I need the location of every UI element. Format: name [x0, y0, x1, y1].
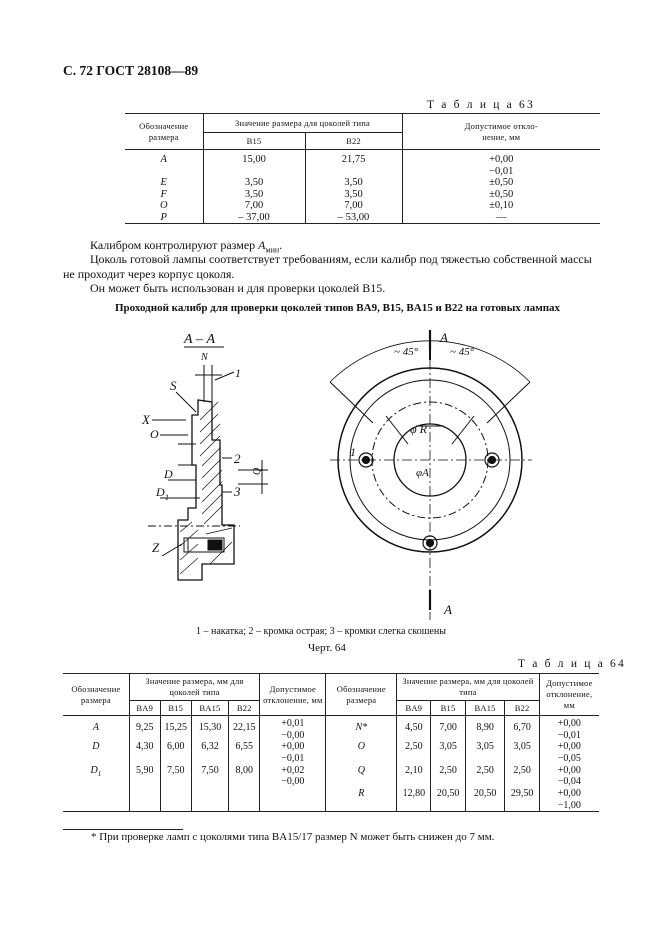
label-phiA: φA [416, 467, 429, 479]
t64-cell-value: 7,50 [191, 765, 229, 789]
t64-tol-line1: +0,02 [281, 764, 305, 776]
t63-row [125, 189, 600, 201]
t64-cell-designation [63, 716, 129, 742]
t64-cell-value: 20,50 [431, 788, 465, 812]
t64-designation-text: O [357, 741, 365, 752]
t63-tol-line1: ±0,50 [489, 188, 514, 200]
t64-cell-value: 6,32 [191, 741, 229, 765]
t64-cell-designation [326, 741, 397, 765]
t64-tol-line1: +0,01 [281, 718, 305, 729]
t64-cell-value: 5,90 [129, 765, 160, 789]
t63-cell-designation: P [125, 212, 203, 224]
label-O: O [150, 427, 159, 441]
t64-cell-designation [63, 765, 129, 789]
t64-row [63, 765, 599, 789]
t63-cell-b15: – 37,00 [203, 212, 305, 224]
t63-cell-tolerance [402, 189, 600, 201]
t63-cell-b15: 3,50 [203, 177, 305, 189]
t64-tol-line1: +0,00 [281, 741, 305, 752]
t64-cell-value: 4,50 [397, 716, 431, 742]
t64-cell-value: 3,05 [505, 741, 539, 765]
t64-designation-sub: 1 [97, 769, 102, 778]
table-63-caption: Т а б л и ц а 63 [427, 99, 535, 111]
t64-tol-line2: −0,00 [281, 729, 305, 741]
label-Z: Z [152, 540, 160, 555]
t64-body [63, 716, 599, 812]
t64-tol-line1: +0,00 [557, 718, 581, 729]
t64-cell-tolerance [260, 741, 326, 765]
t63-tol-line1: ±0,50 [489, 177, 514, 188]
t63-cell-b22: – 53,00 [305, 212, 402, 224]
p1-var: A [258, 238, 266, 252]
t63-cell-b15: 3,50 [203, 189, 305, 201]
label-Q: Q [252, 467, 263, 475]
t64-tol-line2: −0,05 [557, 752, 581, 764]
cut-label-top: A [440, 330, 448, 345]
t64-cell-value: 15,30 [191, 716, 229, 742]
t63-col-tolerance: Допустимое откло-нение, мм [402, 114, 600, 150]
t64-cell-value: 12,80 [397, 788, 431, 812]
t64-tol-line2: −1,00 [557, 799, 581, 811]
t63-cell-b15: 7,00 [203, 200, 305, 212]
t64-cell-value: 2,50 [431, 765, 465, 789]
label-3: 3 [234, 484, 241, 499]
paragraph-2: Цоколь готовой лампы соответствует требованиям, если калибр под тяжестью собственной массы не проходит через корпус цоколя. [63, 252, 592, 281]
t63-tol-line1: ±0,10 [489, 200, 514, 211]
t64-cell-tolerance [260, 716, 326, 742]
t64-tol-line2: −0,01 [557, 729, 581, 741]
angle-label-left: ~ 45° [394, 346, 419, 358]
t64-cell-designation [326, 765, 397, 789]
t64-cell-tolerance [539, 741, 599, 765]
table-63 [125, 113, 600, 224]
t64-cell-value: 29,50 [505, 788, 539, 812]
t63-cell-b15: 15,00 [203, 150, 305, 178]
t64-type-header: BA15 [465, 701, 505, 716]
t63-cell-designation: F [160, 188, 167, 200]
section-view [141, 332, 268, 580]
t64-cell-value: 22,15 [229, 716, 260, 742]
t64-cell-value [191, 788, 229, 812]
t64-cell-value: 8,90 [465, 716, 505, 742]
t63-tol-line2: −0,01 [489, 165, 514, 177]
figure-title: Проходной калибр для проверки цоколей типов BA9, B15, BA15 и B22 на готовых лампах [115, 302, 561, 314]
t63-cell-b22: 3,50 [305, 177, 402, 189]
t64-col-value-left: Значение размера, мм для цоколей типа [129, 674, 259, 701]
t63-cell-b22: 21,75 [305, 150, 402, 178]
t64-cell-value: 7,00 [431, 716, 465, 742]
t64-designation-text: R [358, 788, 365, 799]
t64-designation-text: D [92, 741, 100, 752]
t64-type-header: BA9 [397, 701, 431, 716]
t64-tol-line1: +0,00 [557, 741, 581, 752]
footnote-rule [63, 829, 183, 830]
t64-tol-line1: +0,00 [557, 764, 581, 776]
t64-cell-tolerance [260, 788, 326, 812]
t63-row [125, 212, 600, 224]
t64-cell-value: 8,00 [229, 765, 260, 789]
t64-cell-designation [326, 788, 397, 812]
t64-col-tol-right: Допустимое отклонение, мм [539, 674, 599, 716]
t64-col-designation-left: Обозначение размера [63, 674, 129, 716]
t64-cell-designation [326, 716, 397, 742]
t64-cell-tolerance [539, 788, 599, 812]
t64-tol-line2: −0,04 [557, 776, 581, 787]
t64-designation-text: N* [355, 722, 368, 733]
t64-cell-value: 3,05 [431, 741, 465, 765]
t64-designation-text: A [92, 722, 99, 733]
label-2: 2 [234, 451, 241, 466]
t63-cell-tolerance [402, 200, 600, 212]
t63-tol-line1: — [496, 211, 507, 223]
t63-cell-tolerance [402, 212, 600, 224]
t64-cell-value [160, 788, 191, 812]
front-view [330, 330, 532, 620]
t64-tol-line1: +0,00 [557, 788, 581, 799]
t63-cell-designation: E [160, 177, 167, 188]
t64-type-header: B15 [431, 701, 465, 716]
p1-text: Калибром контролируют размер [90, 238, 256, 252]
caliber-drawing [140, 320, 560, 620]
t64-row [63, 716, 599, 742]
figure-caption: 1 – накатка; 2 – кромка острая; 3 – кромки слегка скошены [196, 626, 446, 637]
t63-body [125, 150, 600, 224]
t64-cell-tolerance [539, 716, 599, 742]
p1-end: . [279, 238, 283, 252]
t64-cell-value: 2,50 [465, 765, 505, 789]
t64-designation-text: Q [357, 764, 365, 776]
t64-type-header: B22 [229, 701, 260, 716]
t64-cell-value: 7,50 [160, 765, 191, 789]
label-D1: D [156, 485, 165, 499]
t64-col-value-right: Значение размера, мм для цоколей типа [397, 674, 540, 701]
t64-type-header: B22 [505, 701, 539, 716]
svg-text:1: 1 [165, 493, 169, 502]
t64-cell-designation [63, 741, 129, 765]
t64-cell-value: 20,50 [465, 788, 505, 812]
t64-col-tol-left: Допустимое отклонение, мм [260, 674, 326, 716]
label-S: S [170, 378, 177, 393]
t63-cell-b22: 3,50 [305, 189, 402, 201]
t64-cell-value: 2,10 [397, 765, 431, 789]
t63-cell-designation: A [160, 154, 167, 165]
t64-cell-value: 2,50 [397, 741, 431, 765]
t64-col-designation-right: Обозначение размера [326, 674, 397, 716]
section-label: А – А [184, 332, 216, 347]
t64-row [63, 788, 599, 812]
t64-type-header: BA15 [191, 701, 229, 716]
t64-cell-tolerance [260, 765, 326, 789]
t64-cell-value [229, 788, 260, 812]
t63-cell-b22: 7,00 [305, 200, 402, 212]
page-header: С. 72 ГОСТ 28108—89 [63, 63, 199, 78]
label-D: D [164, 467, 173, 481]
t63-col-b15: B15 [203, 133, 305, 150]
label-phiR: φ R [410, 422, 427, 436]
table-64 [63, 673, 599, 812]
t63-cell-tolerance [402, 150, 600, 178]
t63-col-value: Значение размера для цоколей типа [203, 114, 402, 133]
t64-cell-value: 2,50 [505, 765, 539, 789]
t64-cell-value: 3,05 [465, 741, 505, 765]
t64-cell-value: 9,25 [129, 716, 160, 742]
t63-row [125, 150, 600, 178]
label-N: N [201, 352, 208, 363]
t63-cell-tolerance [402, 177, 600, 189]
footnote: * При проверке ламп с цоколями типа BA15/17 размер N может быть снижен до 7 мм. [91, 831, 495, 843]
t64-cell-tolerance [539, 765, 599, 789]
t63-col-designation: Обозначение размера [125, 114, 203, 150]
cut-label-bottom: A [444, 602, 452, 617]
t63-row [125, 177, 600, 189]
t63-tol-line1: +0,00 [489, 154, 514, 165]
t64-cell-value: 4,30 [129, 741, 160, 765]
t64-tol-line2: −0,00 [281, 776, 305, 787]
t64-designation-text: D [90, 764, 98, 776]
t64-tol-line2: −0,01 [281, 752, 305, 764]
angle-label-right: ~ 45° [450, 346, 475, 358]
table-64-caption: Т а б л и ц а 64 [518, 658, 626, 670]
t64-type-header: BA9 [129, 701, 160, 716]
t64-cell-value: 6,00 [160, 741, 191, 765]
t64-type-header: B15 [160, 701, 191, 716]
label-X: X [142, 412, 150, 427]
t64-cell-designation [63, 788, 129, 812]
t64-cell-value: 15,25 [160, 716, 191, 742]
label-1: 1 [235, 366, 241, 380]
t64-cell-value: 6,55 [229, 741, 260, 765]
paragraph-3: Он может быть использован и для проверки цоколей B15. [90, 281, 386, 295]
t63-row [125, 200, 600, 212]
label-1-front: 1 [350, 445, 356, 459]
t64-row [63, 741, 599, 765]
t64-cell-value [129, 788, 160, 812]
t64-cell-value: 6,70 [505, 716, 539, 742]
t63-col-b22: B22 [305, 133, 402, 150]
t63-cell-designation: O [159, 200, 168, 211]
figure-name: Черт. 64 [308, 642, 346, 654]
p1-sub: мин [265, 245, 280, 255]
